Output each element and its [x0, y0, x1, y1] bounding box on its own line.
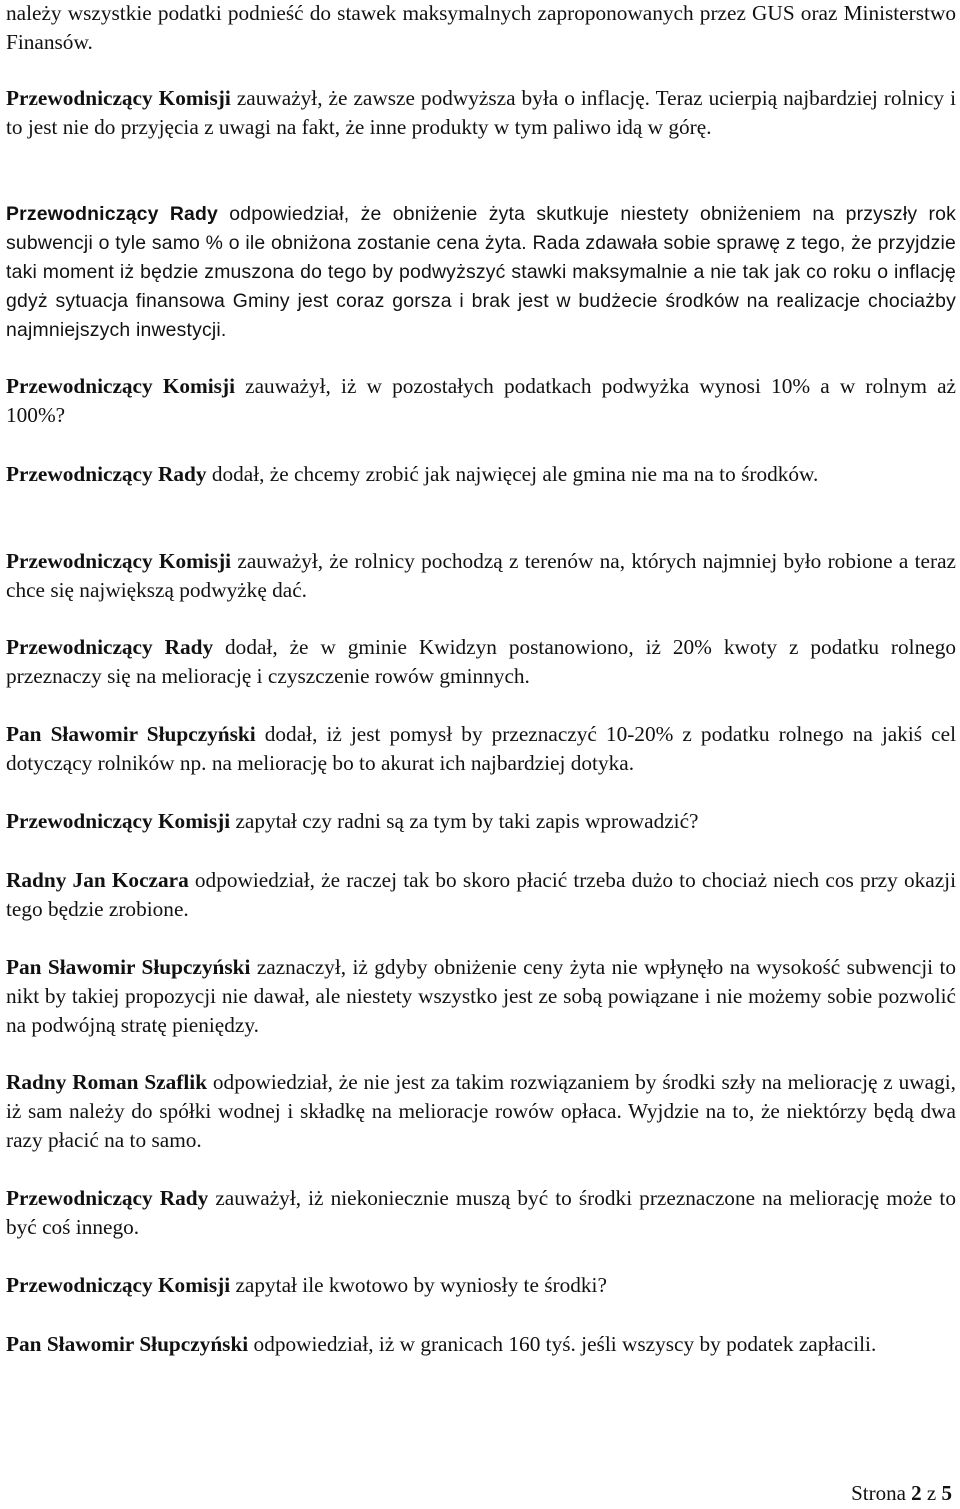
paragraph-4: Przewodniczący Rady dodał, że chcemy zrobić jak najwięcej ale gmina nie ma na to środków.: [6, 462, 819, 486]
speaker-name: Przewodniczący Komisji: [6, 86, 231, 110]
paragraph-6: Przewodniczący Rady dodał, że w gminie Kwidzyn postanowiono, iż 20% kwoty z podatku rolnego przeznaczy się na meliorację i czyszczenie rowów gminnych.: [6, 635, 956, 688]
speaker-name: Przewodniczący Komisji: [6, 549, 232, 573]
paragraph-13: Przewodniczący Komisji zapytał ile kwotowo by wyniosły te środki?: [6, 1273, 607, 1297]
paragraph-2: Przewodniczący Rady odpowiedział, że obniżenie żyta skutkuje niestety obniżeniem na przyszły rok subwencji o tyle samo % o ile obniżona zostanie cena żyta. Rada zdawała sobie sprawę z tego, że przyjdzie taki moment iż będzie zmuszona do tego by podwyższyć stawki maksymalnie a nie tak jak co roku o inflację gdyż sytuacja finansowa Gminy jest coraz gorsza i brak jest w budżecie środków na realizacje chociażby najmniejszych inwestycji.: [6, 203, 956, 341]
speaker-name: Przewodniczący Komisji: [6, 374, 235, 398]
total-pages: 5: [941, 1481, 952, 1505]
speaker-name: Przewodniczący Rady: [6, 203, 219, 225]
speaker-name: Radny Jan Koczara: [6, 868, 189, 892]
speaker-name: Przewodniczący Komisji: [6, 1273, 231, 1297]
page-number: Strona 2 z 5: [851, 1481, 952, 1505]
paragraph-1: Przewodniczący Komisji zauważył, że zawsze podwyższa była o inflację. Teraz ucierpią najbardziej rolnicy i to jest nie do przyjęcia z uwagi na fakt, że inne produkty w tym paliwo idą w górę.: [6, 86, 956, 139]
paragraph-0: należy wszystkie podatki podnieść do stawek maksymalnych zaproponowanych przez GUS oraz Ministerstwo Finansów.: [6, 1, 956, 54]
speaker-name: Przewodniczący Rady: [6, 635, 214, 659]
paragraph-14: Pan Sławomir Słupczyński odpowiedział, iż w granicach 160 tyś. jeśli wszyscy by podatek zapłacili.: [6, 1332, 877, 1356]
speaker-name: Przewodniczący Rady: [6, 462, 207, 486]
speaker-name: Pan Sławomir Słupczyński: [6, 1332, 249, 1356]
speaker-name: Pan Sławomir Słupczyński: [6, 955, 251, 979]
paragraph-12: Przewodniczący Rady zauważył, iż niekoniecznie muszą być to środki przeznaczone na meliorację może to być coś innego.: [6, 1186, 956, 1239]
paragraph-8: Przewodniczący Komisji zapytał czy radni są za tym by taki zapis wprowadzić?: [6, 809, 699, 833]
speaker-name: Przewodniczący Komisji: [6, 809, 231, 833]
paragraph-11: Radny Roman Szaflik odpowiedział, że nie jest za takim rozwiązaniem by środki szły na meliorację z uwagi, iż sam należy do spółki wodnej i składkę na melioracje rowów opłaca. Wyjdzie na to, że niektórzy będą dwa razy płacić na to samo.: [6, 1070, 956, 1152]
speaker-name: Radny Roman Szaflik: [6, 1070, 208, 1094]
paragraph-3: Przewodniczący Komisji zauważył, iż w pozostałych podatkach podwyżka wynosi 10% a w rolnym aż 100%?: [6, 374, 956, 427]
paragraph-9: Radny Jan Koczara odpowiedział, że raczej tak bo skoro płacić trzeba dużo to chociaż niech cos przy okazji tego będzie zrobione.: [6, 868, 956, 921]
paragraph-10: Pan Sławomir Słupczyński zaznaczył, iż gdyby obniżenie ceny żyta nie wpłynęło na wysokość subwencji to nikt by takiej propozycji nie dawał, ale niestety wszystko jest ze sobą powiązane i nie możemy sobie pozwolić na podwójną stratę pieniędzy.: [6, 955, 957, 1037]
speaker-name: Pan Sławomir Słupczyński: [6, 722, 256, 746]
current-page: 2: [911, 1481, 922, 1505]
speaker-name: Przewodniczący Rady: [6, 1186, 209, 1210]
paragraph-7: Pan Sławomir Słupczyński dodał, iż jest pomysł by przeznaczyć 10-20% z podatku rolnego na jakiś cel dotyczący rolników np. na meliorację bo to akurat ich najbardziej dotyka.: [6, 722, 956, 775]
paragraph-5: Przewodniczący Komisji zauważył, że rolnicy pochodzą z terenów na, których najmniej było robione a teraz chce się największą podwyżkę dać.: [6, 549, 956, 602]
